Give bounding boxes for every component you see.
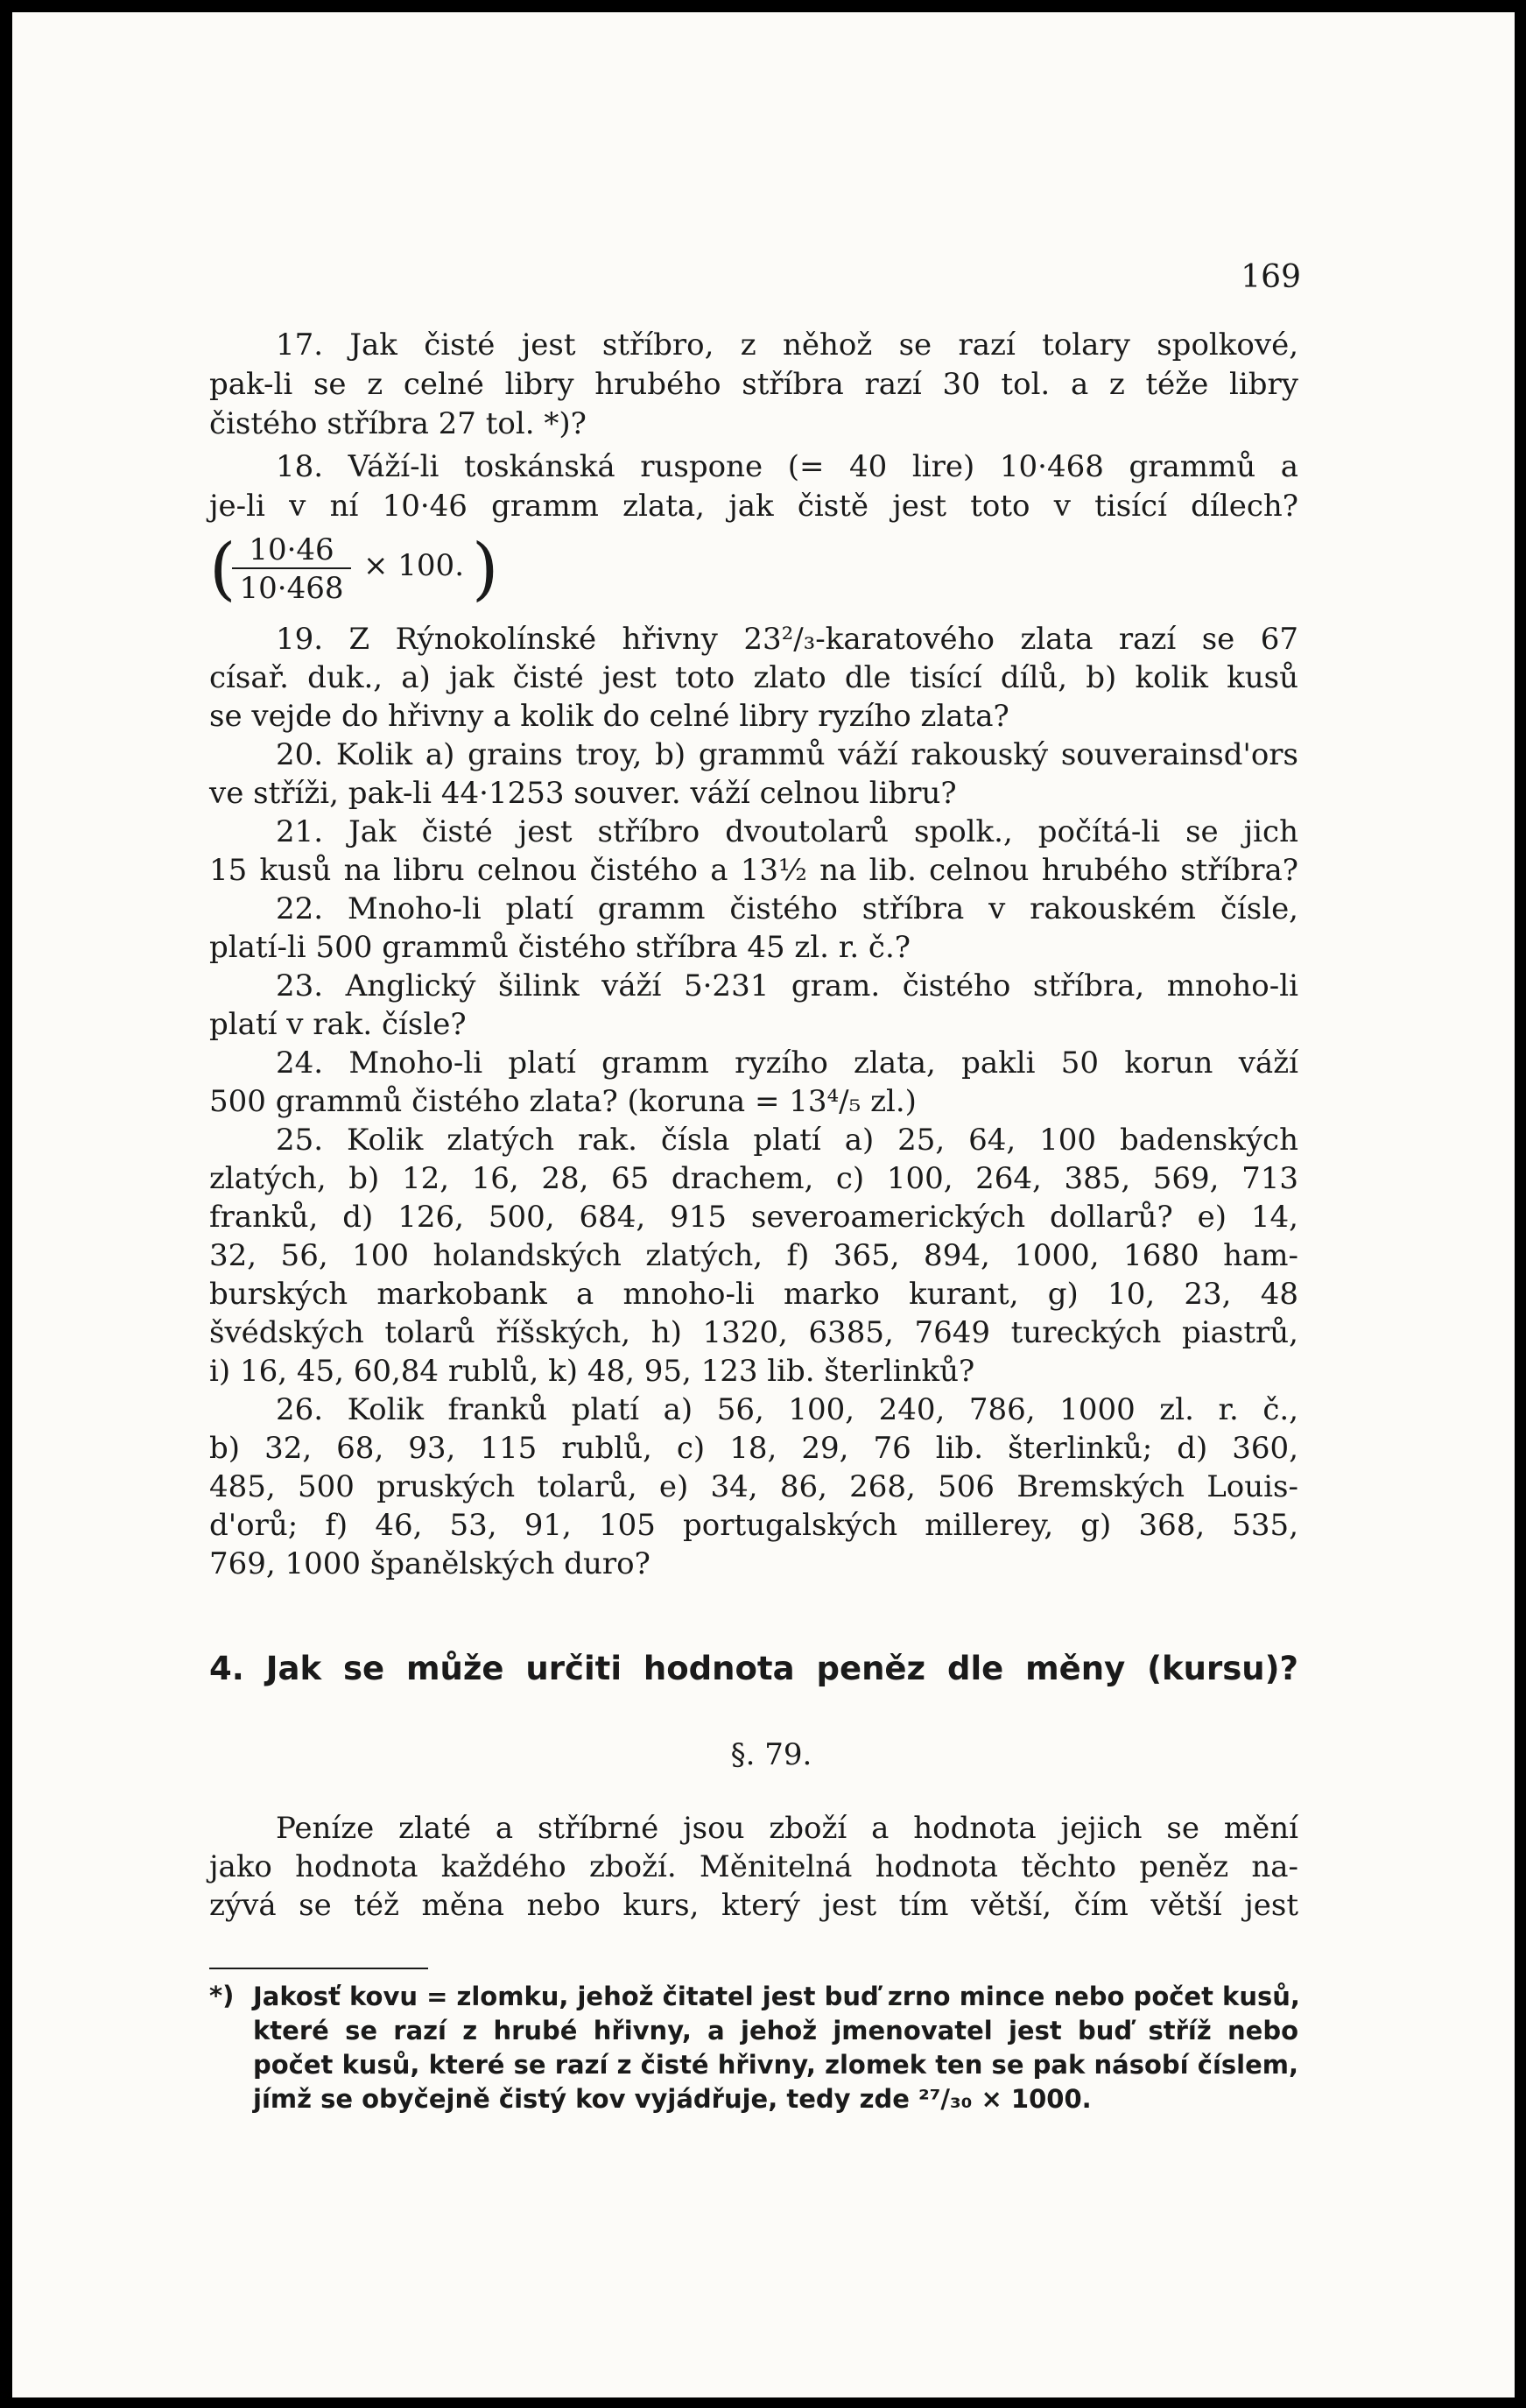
text-line: platí v rak. čísle? bbox=[209, 1007, 467, 1042]
footnote-divider bbox=[209, 1968, 428, 1969]
text-line: 17. Jak čisté jest stříbro, z něhož se razí tolary spolkové, bbox=[276, 327, 1298, 363]
text-line: 769, 1000 španělských duro? bbox=[209, 1546, 650, 1581]
left-paren: ( bbox=[209, 530, 236, 609]
text-line: čistého stříbra 27 tol. *)? bbox=[209, 406, 587, 441]
text-line: platí-li 500 grammů čistého stříbra 45 zl. r. č.? bbox=[209, 930, 911, 965]
text-line: švédských tolarů říšských, h) 1320, 6385, 7649 tureckých piastrů, bbox=[209, 1315, 1298, 1350]
text-line: i) 16, 45, 60,84 rublů, k) 48, 95, 123 lib. šterlinků? bbox=[209, 1354, 975, 1389]
text-line: 15 kusů na libru celnou čistého a 13½ na lib. celnou hrubého stříbra? bbox=[209, 853, 1298, 888]
text-line: b) 32, 68, 93, 115 rublů, c) 18, 29, 76 lib. šterlinků; d) 360, bbox=[209, 1431, 1298, 1466]
text-line: 485, 500 pruských tolarů, e) 34, 86, 268, 506 Bremských Louis- bbox=[209, 1469, 1298, 1504]
fraction-numerator: 10·46 bbox=[232, 532, 351, 569]
text-line: se vejde do hřivny a kolik do celné libry ryzího zlata? bbox=[209, 699, 1009, 734]
text-line: burských markobank a mnoho-li marko kurant, g) 10, 23, 48 bbox=[209, 1277, 1298, 1312]
fraction-multiplier: × 100. bbox=[363, 548, 464, 583]
text-line: 25. Kolik zlatých rak. čísla platí a) 25, 64, 100 badenských bbox=[276, 1123, 1298, 1158]
footnote-line: Jakosť kovu = zlomku, jehož čitatel jest buď zrno mince nebo počet kusů, bbox=[253, 1982, 1300, 2011]
text-line: 20. Kolik a) grains troy, b) grammů váží rakouský souverainsd'ors bbox=[276, 737, 1298, 772]
text-line: 26. Kolik franků platí a) 56, 100, 240, 786, 1000 zl. r. č., bbox=[276, 1392, 1298, 1427]
text-line: 24. Mnoho-li platí gramm ryzího zlata, pakli 50 korun váží bbox=[276, 1046, 1298, 1081]
text-line: d'orů; f) 46, 53, 91, 105 portugalských millerey, g) 368, 535, bbox=[209, 1508, 1298, 1543]
text-line: pak-li se z celné libry hrubého stříbra razí 30 tol. a z téže libry bbox=[209, 367, 1298, 402]
text-line: 23. Anglický šilink váží 5·231 gram. čistého stříbra, mnoho-li bbox=[276, 968, 1298, 1003]
book-page bbox=[12, 12, 1515, 2397]
text-line: je-li v ní 10·46 gramm zlata, jak čistě jest toto v tisící dílech? bbox=[209, 489, 1298, 524]
text-line: 19. Z Rýnokolínské hřivny 23²/₃-karatového zlata razí se 67 bbox=[276, 622, 1298, 657]
text-line: císař. duk., a) jak čisté jest toto zlato dle tisící dílů, b) kolik kusů bbox=[209, 660, 1298, 695]
footnote-mark: *) bbox=[209, 1981, 235, 2010]
right-paren: ) bbox=[472, 530, 499, 609]
text-line: 18. Váží-li toskánská ruspone (= 40 lire) 10·468 grammů a bbox=[276, 449, 1298, 484]
body-line: zývá se též měna nebo kurs, který jest tím větší, čím větší jest bbox=[209, 1888, 1298, 1923]
section-heading: 4. Jak se může určiti hodnota peněz dle měny (kursu)? bbox=[209, 1650, 1298, 1687]
fraction-formula bbox=[209, 527, 499, 611]
footnote-line: které se razí z hrubé hřivny, a jehož jmenovatel jest buď stříž nebo bbox=[253, 2016, 1298, 2045]
body-line: Peníze zlaté a stříbrné jsou zboží a hodnota jejich se mění bbox=[276, 1811, 1298, 1846]
text-line: 22. Mnoho-li platí gramm čistého stříbra v rakouském čísle, bbox=[276, 891, 1298, 926]
paragraph-number: §. 79. bbox=[730, 1737, 812, 1772]
footnote-line: počet kusů, které se razí z čisté hřivny, zlomek ten se pak násobí číslem, bbox=[253, 2050, 1298, 2080]
text-line: 500 grammů čistého zlata? (koruna = 13⁴/₅ zl.) bbox=[209, 1084, 917, 1119]
footnote-line: jímž se obyčejně čistý kov vyjádřuje, tedy zde ²⁷/₃₀ × 1000. bbox=[253, 2084, 1092, 2114]
body-line: jako hodnota každého zboží. Měnitelná hodnota těchto peněz na- bbox=[209, 1849, 1298, 1884]
page-number: 169 bbox=[1241, 259, 1301, 295]
text-line: 32, 56, 100 holandských zlatých, f) 365, 894, 1000, 1680 ham- bbox=[209, 1238, 1298, 1273]
fraction-denominator: 10·468 bbox=[239, 571, 344, 606]
text-line: franků, d) 126, 500, 684, 915 severoamerických dollarů? e) 14, bbox=[209, 1200, 1298, 1235]
text-line: ve stříži, pak-li 44·1253 souver. váží celnou libru? bbox=[209, 776, 957, 811]
text-line: zlatých, b) 12, 16, 28, 65 drachem, c) 100, 264, 385, 569, 713 bbox=[209, 1161, 1298, 1196]
text-line: 21. Jak čisté jest stříbro dvoutolarů spolk., počítá-li se jich bbox=[276, 814, 1298, 849]
